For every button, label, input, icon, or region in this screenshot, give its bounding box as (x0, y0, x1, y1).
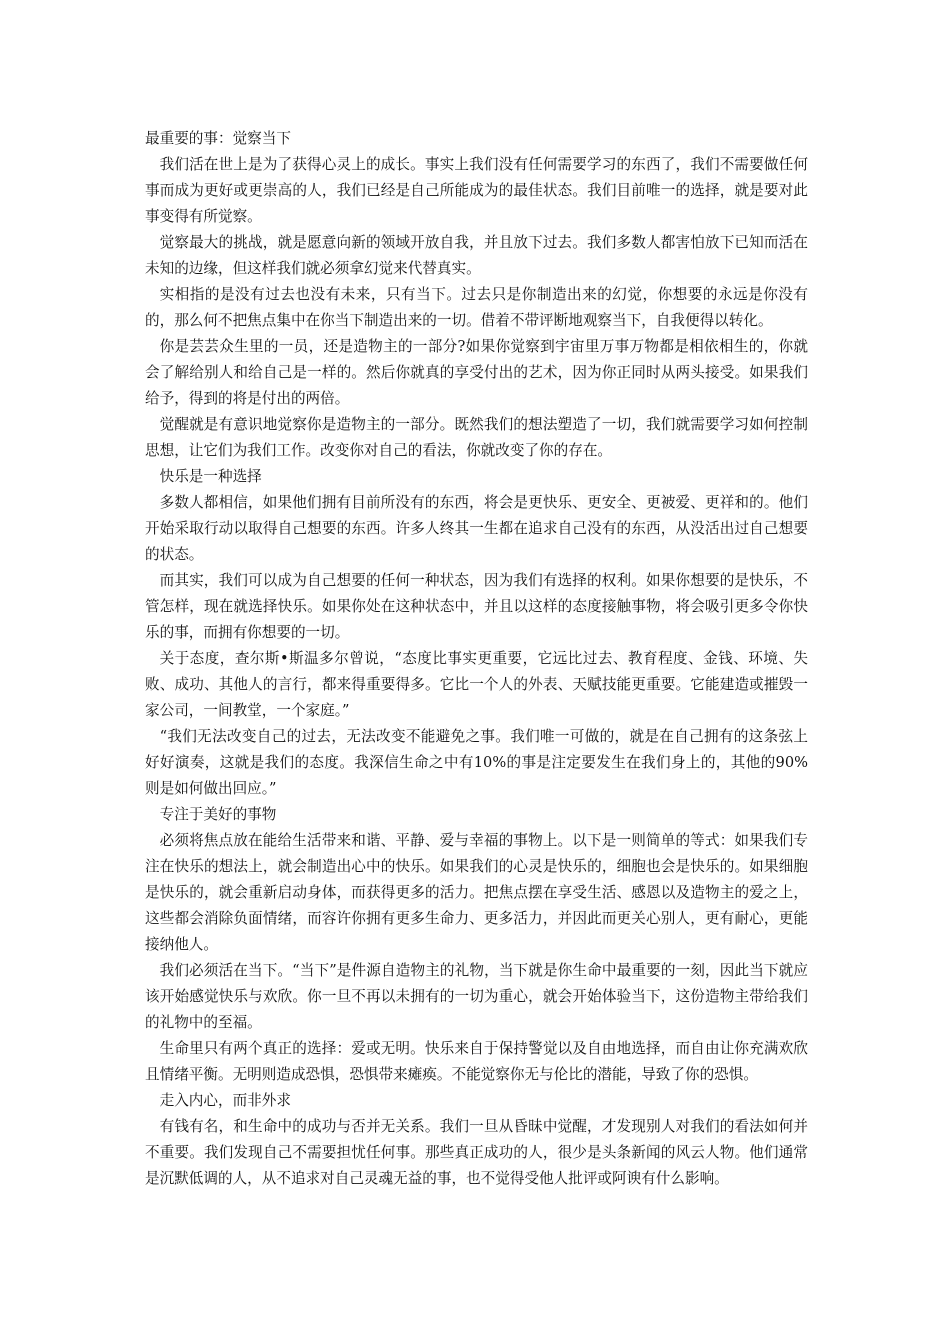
section-heading: 专注于美好的事物 (159, 806, 277, 823)
document-body (145, 126, 808, 1192)
document-title: 最重要的事：觉察当下 (145, 130, 291, 147)
paragraph: 我们活在世上是为了获得心灵上的成长。事实上我们没有任何需要学习的东西了，我们不需要做任何事而成为更好或更崇高的人，我们已经是自己所能成为的最佳状态。我们目前唯一的选择，就是要对此事变得有所觉察。 (145, 156, 808, 225)
paragraph: 生命里只有两个真正的选择：爱或无明。快乐来自于保持警觉以及自由地选择，而自由让你充满欢欣且情绪平衡。无明则造成恐惧，恐惧带来瘫痪。不能觉察你无与伦比的潜能，导致了你的恐惧。 (145, 1040, 808, 1083)
paragraph: 你是芸芸众生里的一员，还是造物主的一部分?如果你觉察到宇宙里万事万物都是相依相生的，你就会了解给别人和给自己是一样的。然后你就真的享受付出的艺术，因为你正同时从两头接受。如果我们给予，得到的将是付出的两倍。 (145, 338, 808, 407)
paragraph: 有钱有名，和生命中的成功与否并无关系。我们一旦从昏昧中觉醒，才发现别人对我们的看法如何并不重要。我们发现自己不需要担忧任何事。那些真正成功的人，很少是头条新闻的风云人物。他们通常是沉默低调的人，从不追求对自己灵魂无益的事，也不觉得受他人批评或阿谀有什么影响。 (145, 1118, 808, 1187)
paragraph: 觉察最大的挑战，就是愿意向新的领域开放自我，并且放下过去。我们多数人都害怕放下已知而活在未知的边缘，但这样我们就必须拿幻觉来代替真实。 (145, 234, 808, 277)
paragraph: “我们无法改变自己的过去，无法改变不能避免之事。我们唯一可做的，就是在自己拥有的这条弦上好好演奏，这就是我们的态度。我深信生命之中有10%的事是注定要发生在我们身上的，其他的90%则是如何做出回应。” (145, 728, 808, 797)
paragraph: 我们必须活在当下。“当下”是件源自造物主的礼物，当下就是你生命中最重要的一刻，因此当下就应该开始感觉快乐与欢欣。你一旦不再以未拥有的一切为重心，就会开始体验当下，这份造物主带给我们的礼物中的至福。 (145, 962, 808, 1031)
paragraph: 觉醒就是有意识地觉察你是造物主的一部分。既然我们的想法塑造了一切，我们就需要学习如何控制思想，让它们为我们工作。改变你对自己的看法，你就改变了你的存在。 (145, 416, 808, 459)
paragraph: 实相指的是没有过去也没有未来，只有当下。过去只是你制造出来的幻觉，你想要的永远是你没有的，那么何不把焦点集中在你当下制造出来的一切。借着不带评断地观察当下，自我便得以转化。 (145, 286, 808, 329)
paragraph: 多数人都相信，如果他们拥有目前所没有的东西，将会是更快乐、更安全、更被爱、更祥和的。他们开始采取行动以取得自己想要的东西。许多人终其一生都在追求自己没有的东西，从没活出过自己想要的状态。 (145, 494, 808, 563)
paragraph: 关于态度，查尔斯•斯温多尔曾说，“态度比事实更重要，它远比过去、教育程度、金钱、环境、失败、成功、其他人的言行，都来得重要得多。它比一个人的外表、天赋技能更重要。它能建造或摧毁一家公司，一间教堂，一个家庭。” (145, 650, 808, 719)
section-heading: 快乐是一种选择 (159, 468, 262, 485)
paragraph: 而其实，我们可以成为自己想要的任何一种状态，因为我们有选择的权利。如果你想要的是快乐，不管怎样，现在就选择快乐。如果你处在这种状态中，并且以这样的态度接触事物，将会吸引更多令你快乐的事，而拥有你想要的一切。 (145, 572, 808, 641)
section-heading: 走入内心，而非外求 (159, 1092, 291, 1109)
paragraph: 必须将焦点放在能给生活带来和谐、平静、爱与幸福的事物上。以下是一则简单的等式：如果我们专注在快乐的想法上，就会制造出心中的快乐。如果我们的心灵是快乐的，细胞也会是快乐的。如果细胞是快乐的，就会重新启动身体，而获得更多的活力。把焦点摆在享受生活、感恩以及造物主的爱之上，这些都会消除负面情绪，而容许你拥有更多生命力、更多活力，并因此而更关心别人，更有耐心，更能接纳他人。 (145, 832, 808, 953)
